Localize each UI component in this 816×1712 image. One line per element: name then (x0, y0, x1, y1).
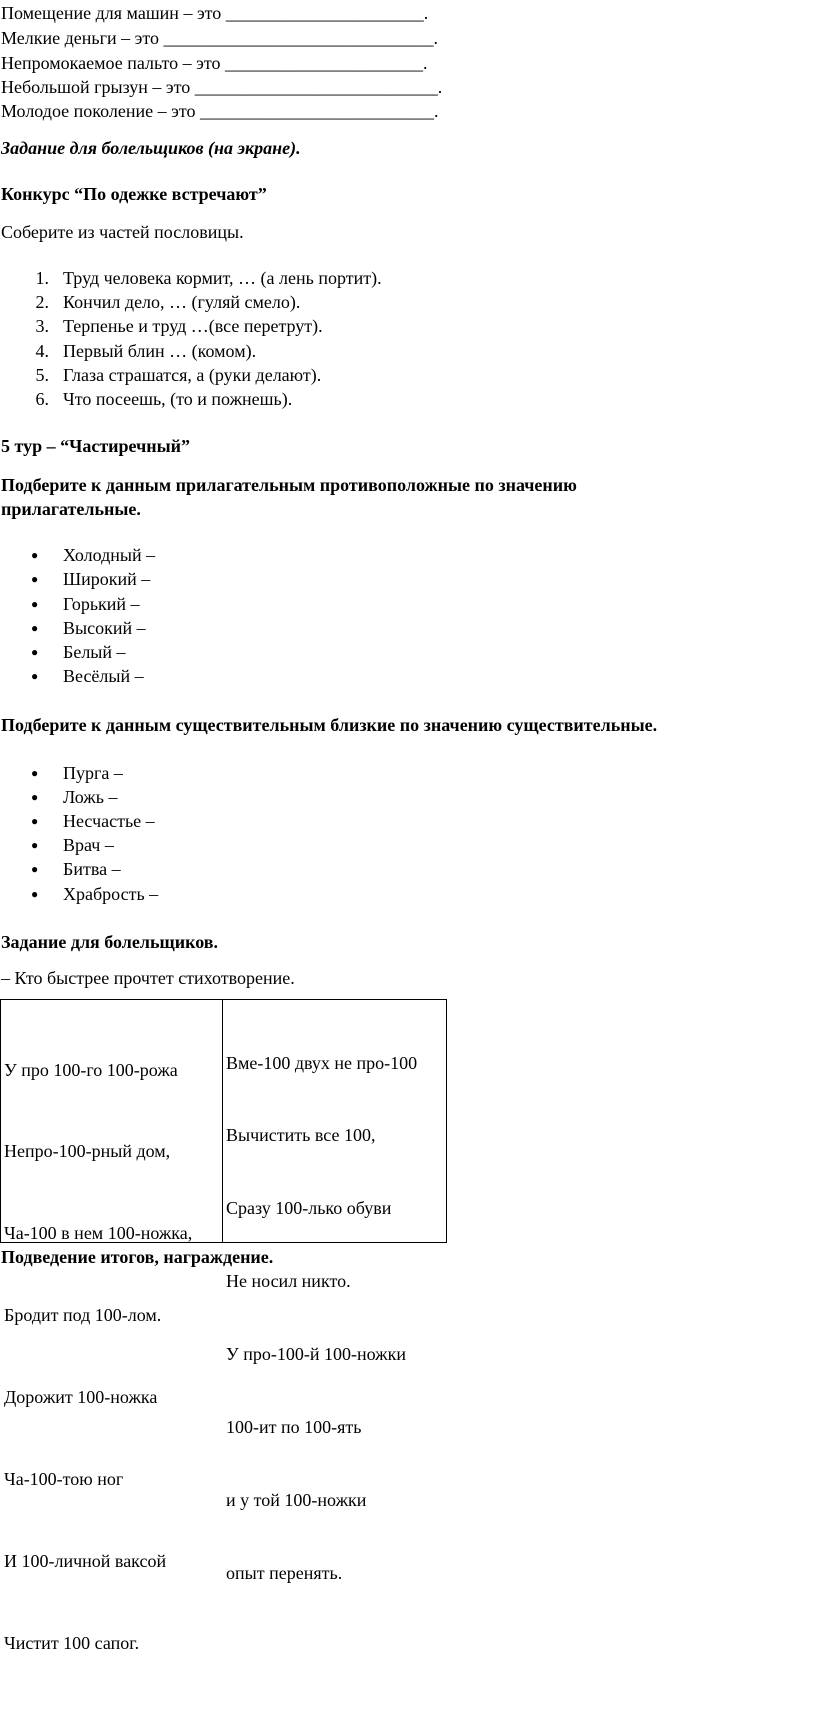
noun-task: Подберите к данным существительным близкие по значению существительные. (1, 715, 658, 735)
poem-right-column (226, 1002, 417, 1634)
poem-line: 100-ит по 100-ять (226, 1417, 362, 1438)
poem-line: и у той 100-ножки (226, 1489, 367, 1510)
poem-line: опыт перенять. (226, 1562, 343, 1583)
poem-line: Бродит под 100-лом. (4, 1305, 162, 1326)
adj-task-line2: прилагательные. (1, 499, 141, 519)
round5-title: 5 тур – “Частиречный” (1, 436, 191, 456)
poem-line: Не носил никто. (226, 1271, 351, 1292)
fans-task-screen-heading: Задание для болельщиков (на экране). (1, 138, 301, 158)
poem-line: У про-100-й 100-ножки (226, 1344, 406, 1365)
poem-line: Вычистить все 100, (226, 1125, 376, 1146)
poem-line: Ча-100-тою ног (4, 1469, 124, 1490)
contest-title: Конкурс “По одежке встречают” (1, 184, 267, 204)
summary-heading: Подведение итогов, награждение. (1, 1247, 274, 1267)
adj-task-line1: Подберите к данным прилагательным противоположные по значению (1, 475, 577, 495)
poem-line: Дорожит 100-ножка (4, 1387, 158, 1408)
fans-instruction: – Кто быстрее прочтет стихотворение. (1, 968, 295, 988)
poem-line: Чистит 100 сапог. (4, 1632, 140, 1653)
table-divider (222, 1000, 223, 1242)
contest-instruction: Соберите из частей пословицы. (1, 222, 244, 242)
matching-line: Молодое поколение – это __________________________. (1, 101, 439, 121)
matching-line: Непромокаемое пальто – это ______________________. (1, 53, 428, 73)
matching-line: Помещение для машин – это ______________________. (1, 3, 429, 23)
matching-line: Небольшой грызун – это ___________________________. (1, 77, 443, 97)
poem-line: Непро-100-рный дом, (4, 1141, 171, 1162)
poem-line: У про 100-го 100-рожа (4, 1059, 178, 1080)
poem-line: Сразу 100-лько обуви (226, 1198, 392, 1219)
matching-line: Мелкие деньги – это ______________________________. (1, 28, 438, 48)
fans-task-heading: Задание для болельщиков. (1, 932, 218, 952)
poem-line: И 100-личной ваксой (4, 1550, 167, 1571)
poem-line: Вме-100 двух не про-100 (226, 1052, 418, 1073)
poem-left-column (4, 1002, 192, 1712)
poem-line: Ча-100 в нем 100-ножка, (4, 1223, 193, 1244)
